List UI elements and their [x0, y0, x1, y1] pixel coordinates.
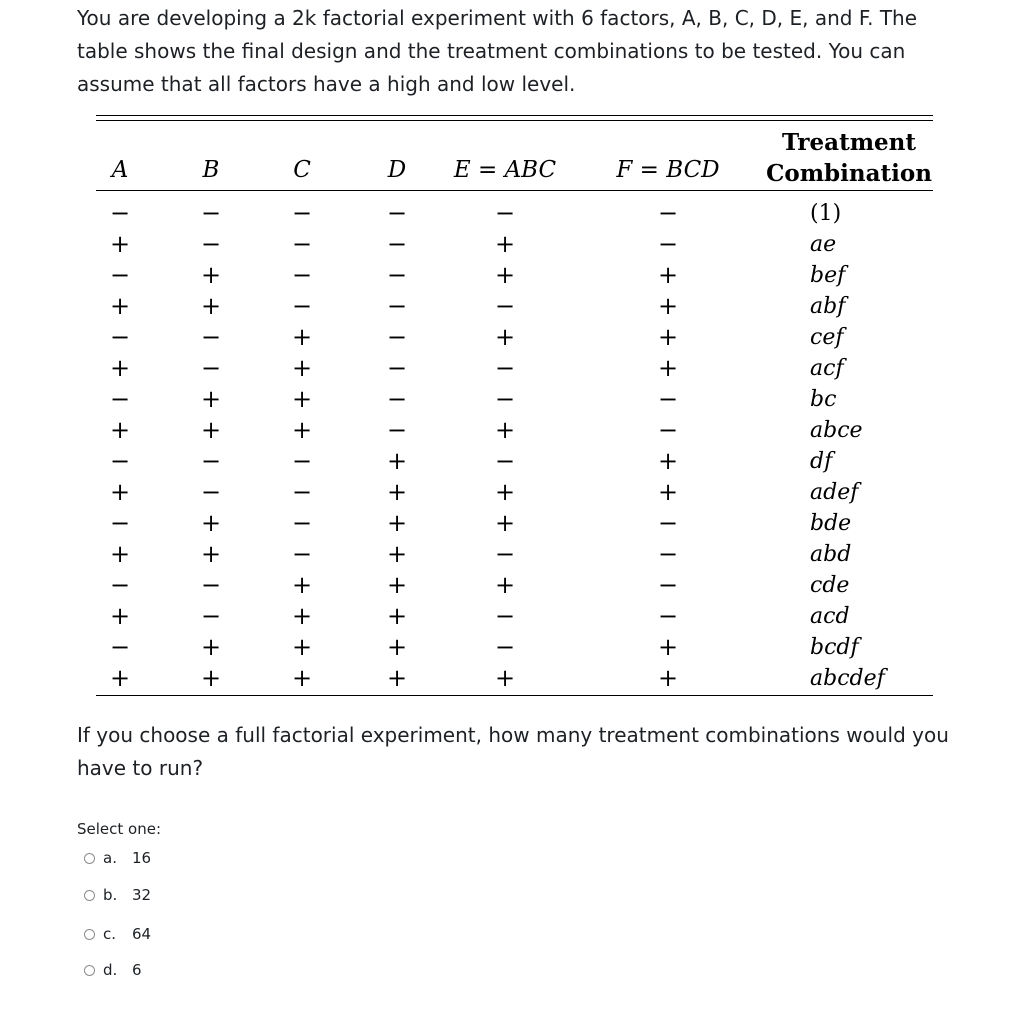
cell-treatment-combination: (1) — [810, 201, 842, 226]
cell-factor-f: − — [657, 199, 679, 227]
header-factor-c: C — [293, 157, 311, 183]
table-row — [96, 539, 933, 570]
cell-factor-d: − — [386, 416, 408, 444]
table-header-rule — [96, 190, 933, 191]
cell-factor-f: + — [657, 664, 679, 692]
cell-factor-f: + — [657, 261, 679, 289]
table-row — [96, 508, 933, 539]
cell-factor-b: + — [200, 664, 222, 692]
cell-factor-a: − — [109, 323, 131, 351]
table-row — [96, 632, 933, 663]
cell-factor-e: + — [494, 323, 516, 351]
cell-factor-c: − — [291, 509, 313, 537]
cell-treatment-combination: abce — [810, 418, 863, 443]
cell-treatment-combination: abcdef — [810, 666, 885, 691]
option-b[interactable] — [84, 883, 151, 907]
cell-treatment-combination: bcdf — [810, 635, 859, 660]
cell-factor-a: − — [109, 633, 131, 661]
table-row — [96, 384, 933, 415]
header-factor-a: A — [111, 157, 129, 183]
cell-factor-c: − — [291, 230, 313, 258]
table-row — [96, 322, 933, 353]
design-table — [96, 115, 933, 696]
table-row — [96, 415, 933, 446]
cell-factor-d: − — [386, 261, 408, 289]
cell-factor-c: + — [291, 385, 313, 413]
cell-factor-c: + — [291, 323, 313, 351]
cell-factor-b: + — [200, 416, 222, 444]
cell-factor-d: − — [386, 323, 408, 351]
cell-factor-c: − — [291, 199, 313, 227]
cell-factor-a: + — [109, 354, 131, 382]
cell-factor-b: + — [200, 292, 222, 320]
cell-factor-b: − — [200, 447, 222, 475]
cell-factor-a: + — [109, 540, 131, 568]
cell-factor-e: + — [494, 416, 516, 444]
cell-factor-a: − — [109, 261, 131, 289]
cell-factor-a: + — [109, 416, 131, 444]
cell-factor-f: + — [657, 478, 679, 506]
cell-factor-f: − — [657, 602, 679, 630]
cell-treatment-combination: bc — [810, 387, 837, 412]
option-a-letter: a. — [103, 849, 117, 867]
cell-factor-f: − — [657, 416, 679, 444]
table-row — [96, 260, 933, 291]
cell-factor-d: + — [386, 478, 408, 506]
cell-factor-e: + — [494, 261, 516, 289]
cell-factor-c: + — [291, 571, 313, 599]
cell-factor-d: + — [386, 447, 408, 475]
cell-factor-c: − — [291, 261, 313, 289]
cell-factor-e: − — [494, 447, 516, 475]
option-a-value: 16 — [132, 849, 152, 867]
cell-factor-e: + — [494, 571, 516, 599]
cell-factor-f: − — [657, 230, 679, 258]
cell-treatment-combination: ae — [810, 232, 837, 257]
header-treatment: Treatment — [781, 129, 917, 156]
cell-factor-f: + — [657, 447, 679, 475]
cell-treatment-combination: abf — [810, 294, 846, 319]
table-row — [96, 291, 933, 322]
header-factor-e: E = ABC — [453, 157, 557, 183]
cell-factor-d: − — [386, 385, 408, 413]
cell-factor-a: + — [109, 664, 131, 692]
option-d-letter: d. — [103, 961, 118, 979]
cell-factor-e: + — [494, 509, 516, 537]
cell-factor-d: + — [386, 571, 408, 599]
cell-treatment-combination: bde — [810, 511, 852, 536]
option-b-letter: b. — [103, 886, 118, 904]
cell-treatment-combination: df — [810, 449, 833, 474]
cell-factor-c: − — [291, 292, 313, 320]
cell-factor-f: − — [657, 571, 679, 599]
cell-factor-e: + — [494, 478, 516, 506]
question-intro-text: You are developing a 2k factorial experiment with 6 factors, A, B, C, D, E, and F. The table shows the final design and the treatment combinations to be tested. You can assume that all factors have a high and low level. — [77, 6, 918, 96]
cell-factor-a: + — [109, 292, 131, 320]
cell-factor-a: − — [109, 509, 131, 537]
header-factor-f: F = BCD — [616, 157, 720, 183]
cell-factor-e: − — [494, 602, 516, 630]
cell-factor-a: − — [109, 199, 131, 227]
cell-factor-b: − — [200, 354, 222, 382]
cell-treatment-combination: bef — [810, 263, 846, 288]
cell-factor-a: − — [109, 385, 131, 413]
cell-factor-a: − — [109, 571, 131, 599]
cell-factor-e: − — [494, 540, 516, 568]
cell-treatment-combination: abd — [810, 542, 852, 567]
table-row — [96, 663, 933, 694]
cell-factor-e: − — [494, 633, 516, 661]
radio-d[interactable] — [84, 965, 95, 976]
option-c-value: 64 — [132, 925, 152, 943]
cell-factor-e: − — [494, 385, 516, 413]
table-row — [96, 229, 933, 260]
cell-treatment-combination: cde — [810, 573, 850, 598]
table-top-rule — [96, 115, 933, 116]
cell-factor-b: + — [200, 633, 222, 661]
cell-factor-d: − — [386, 230, 408, 258]
cell-factor-b: + — [200, 385, 222, 413]
cell-factor-a: − — [109, 447, 131, 475]
question-follow-up-text: If you choose a full factorial experiment, how many treatment combinations would you have to run? — [77, 723, 949, 780]
cell-factor-d: + — [386, 664, 408, 692]
cell-factor-c: + — [291, 633, 313, 661]
cell-factor-b: − — [200, 230, 222, 258]
option-c-letter: c. — [103, 925, 117, 943]
radio-a[interactable] — [84, 853, 95, 864]
cell-factor-e: − — [494, 292, 516, 320]
cell-factor-d: + — [386, 633, 408, 661]
cell-factor-a: + — [109, 230, 131, 258]
cell-treatment-combination: cef — [810, 325, 844, 350]
option-b-value: 32 — [132, 886, 152, 904]
cell-factor-f: − — [657, 540, 679, 568]
option-d-value: 6 — [132, 961, 142, 979]
cell-factor-b: − — [200, 571, 222, 599]
cell-factor-e: + — [494, 664, 516, 692]
cell-factor-c: + — [291, 664, 313, 692]
table-row — [96, 353, 933, 384]
cell-factor-f: + — [657, 354, 679, 382]
header-combination: Combination — [766, 160, 932, 187]
cell-factor-b: − — [200, 323, 222, 351]
option-a[interactable] — [84, 846, 151, 870]
cell-factor-e: − — [494, 199, 516, 227]
header-factor-d: D — [387, 157, 407, 183]
cell-factor-d: + — [386, 509, 408, 537]
cell-factor-c: − — [291, 540, 313, 568]
cell-factor-b: + — [200, 540, 222, 568]
option-d[interactable] — [84, 958, 142, 982]
table-row — [96, 477, 933, 508]
cell-factor-d: + — [386, 602, 408, 630]
table-top-rule-double — [96, 120, 933, 121]
radio-c[interactable] — [84, 929, 95, 940]
cell-factor-c: − — [291, 447, 313, 475]
cell-factor-c: + — [291, 354, 313, 382]
cell-treatment-combination: acd — [810, 604, 850, 629]
header-factor-b: B — [202, 157, 220, 183]
table-row — [96, 446, 933, 477]
cell-factor-c: − — [291, 478, 313, 506]
cell-factor-a: + — [109, 602, 131, 630]
cell-factor-b: + — [200, 509, 222, 537]
cell-treatment-combination: acf — [810, 356, 844, 381]
cell-treatment-combination: adef — [810, 480, 859, 505]
cell-factor-b: + — [200, 261, 222, 289]
radio-b[interactable] — [84, 890, 95, 901]
cell-factor-e: + — [494, 230, 516, 258]
cell-factor-d: − — [386, 199, 408, 227]
table-row — [96, 601, 933, 632]
select-one-label: Select one: — [77, 820, 162, 838]
cell-factor-f: + — [657, 292, 679, 320]
cell-factor-c: + — [291, 602, 313, 630]
cell-factor-b: − — [200, 602, 222, 630]
cell-factor-b: − — [200, 199, 222, 227]
table-bottom-rule — [96, 695, 933, 696]
cell-factor-d: − — [386, 292, 408, 320]
table-row — [96, 570, 933, 601]
option-c[interactable] — [84, 922, 151, 946]
cell-factor-b: − — [200, 478, 222, 506]
cell-factor-a: + — [109, 478, 131, 506]
cell-factor-d: − — [386, 354, 408, 382]
table-row — [96, 198, 933, 229]
cell-factor-e: − — [494, 354, 516, 382]
cell-factor-c: + — [291, 416, 313, 444]
cell-factor-d: + — [386, 540, 408, 568]
cell-factor-f: + — [657, 323, 679, 351]
cell-factor-f: + — [657, 633, 679, 661]
cell-factor-f: − — [657, 509, 679, 537]
cell-factor-f: − — [657, 385, 679, 413]
